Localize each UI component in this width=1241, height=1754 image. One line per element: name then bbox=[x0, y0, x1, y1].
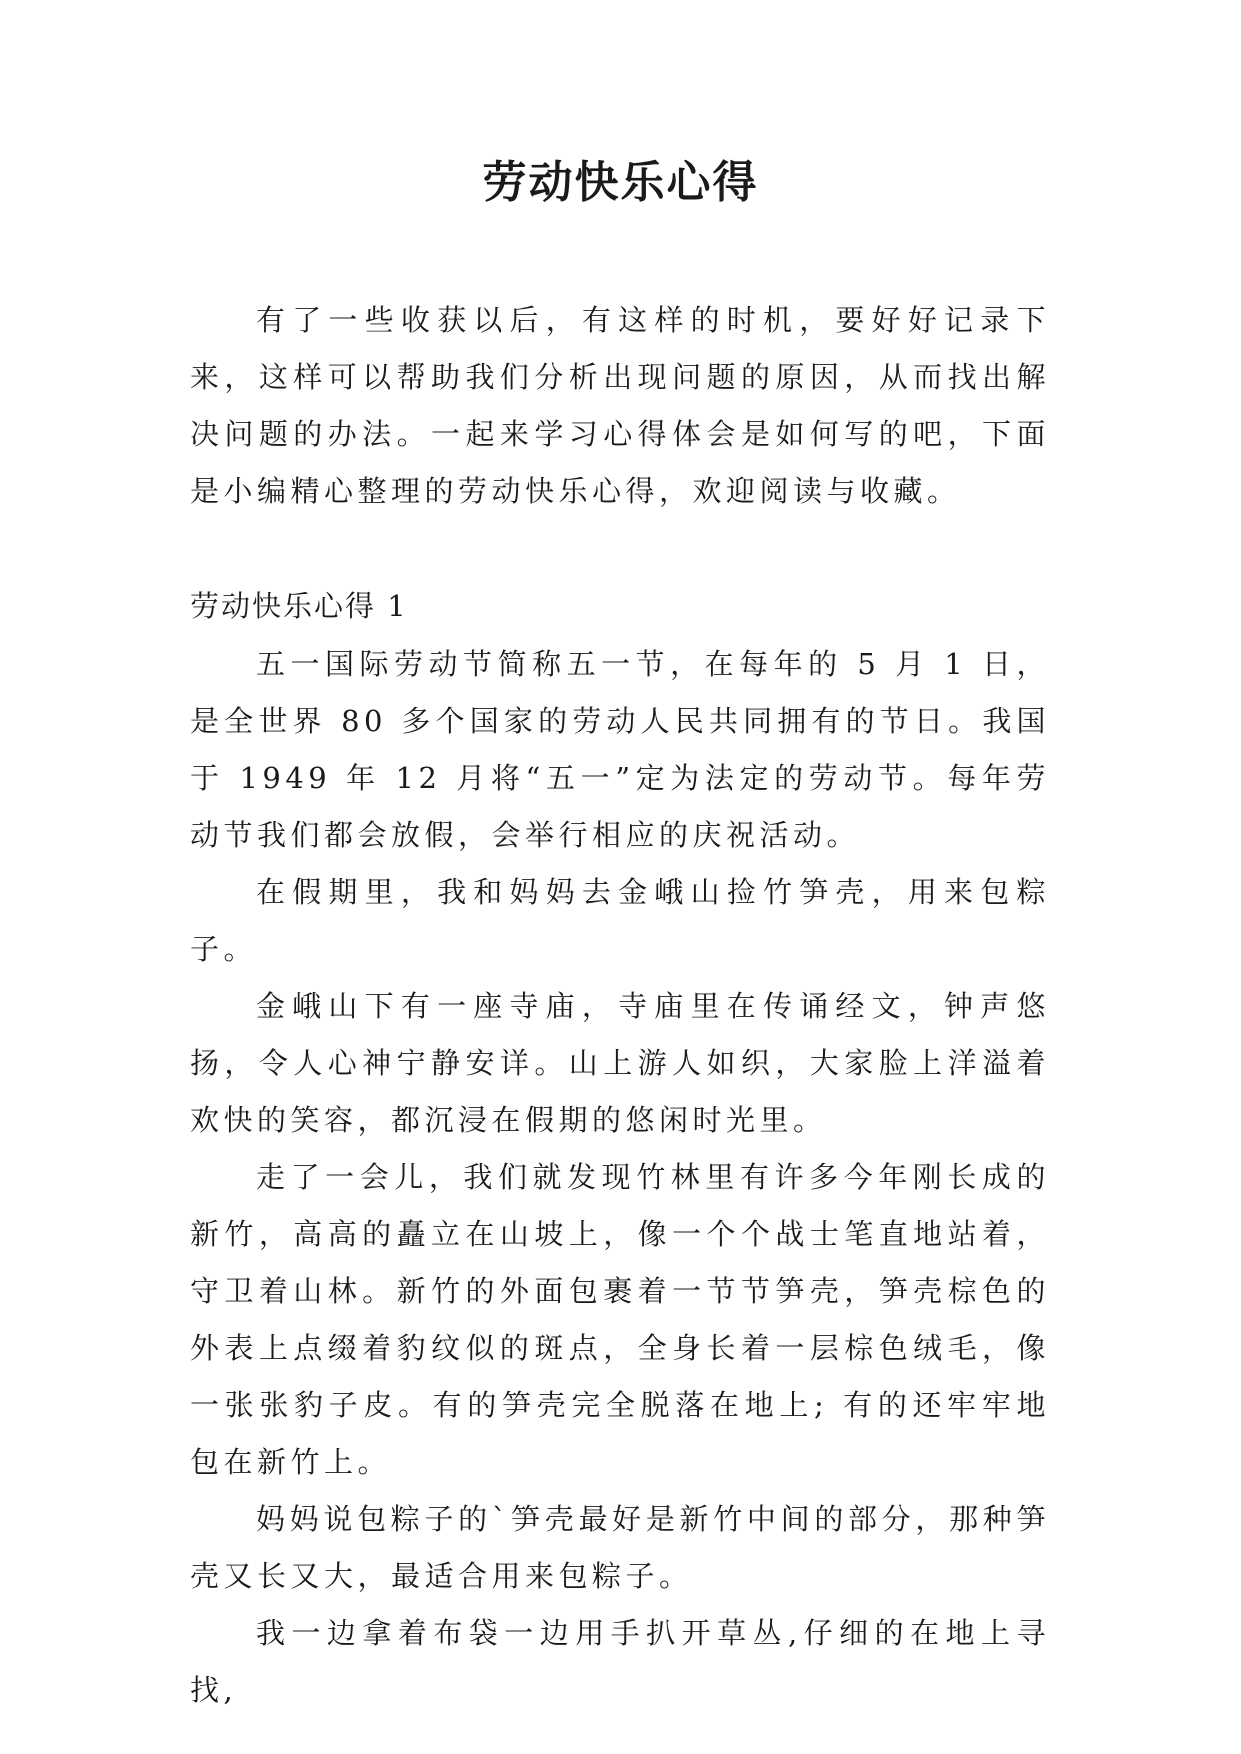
document-title: 劳动快乐心得 bbox=[482, 157, 759, 208]
body-paragraph: 我一边拿着布袋一边用手扒开草丛,仔细的在地上寻找, bbox=[190, 1616, 1050, 1707]
body-paragraph: 走了一会儿，我们就发现竹林里有许多今年刚长成的新竹，高高的矗立在山坡上，像一个个战士笔直地站着，守卫着山林。新竹的外面包裹着一节节笋壳，笋壳棕色的外表上点缀着豹纹似的斑点，全身长着一层棕色绒毛，像一张张豹子皮。有的笋壳完全脱落在地上; 有的还牢牢地包在新竹上。 bbox=[190, 1160, 1050, 1479]
intro-paragraph: 有了一些收获以后，有这样的时机，要好好记录下来，这样可以帮助我们分析出现问题的原因，从而找出解决问题的办法。一起来学习心得体会是如何写的吧，下面是小编精心整理的劳动快乐心得，欢迎阅读与收藏。 bbox=[190, 303, 1050, 508]
section-heading: 劳动快乐心得 1 bbox=[190, 589, 408, 623]
section-body bbox=[190, 636, 1050, 1719]
intro-section bbox=[190, 292, 1050, 520]
body-paragraph: 五一国际劳动节简称五一节，在每年的 5 月 1 日，是全世界 80 多个国家的劳动人民共同拥有的节日。我国于 1949 年 12 月将“五一”定为法定的劳动节。每年劳动节我们都会放假，会举行相应的庆祝活动。 bbox=[190, 647, 1050, 852]
body-paragraph: 金峨山下有一座寺庙，寺庙里在传诵经文，钟声悠扬，令人心神宁静安详。山上游人如织，大家脸上洋溢着欢快的笑容，都沉浸在假期的悠闲时光里。 bbox=[190, 989, 1050, 1137]
body-paragraph: 妈妈说包粽子的`笋壳最好是新竹中间的部分，那种笋壳又长又大，最适合用来包粽子。 bbox=[190, 1502, 1050, 1593]
body-paragraph: 在假期里，我和妈妈去金峨山捡竹笋壳，用来包粽子。 bbox=[190, 875, 1050, 966]
